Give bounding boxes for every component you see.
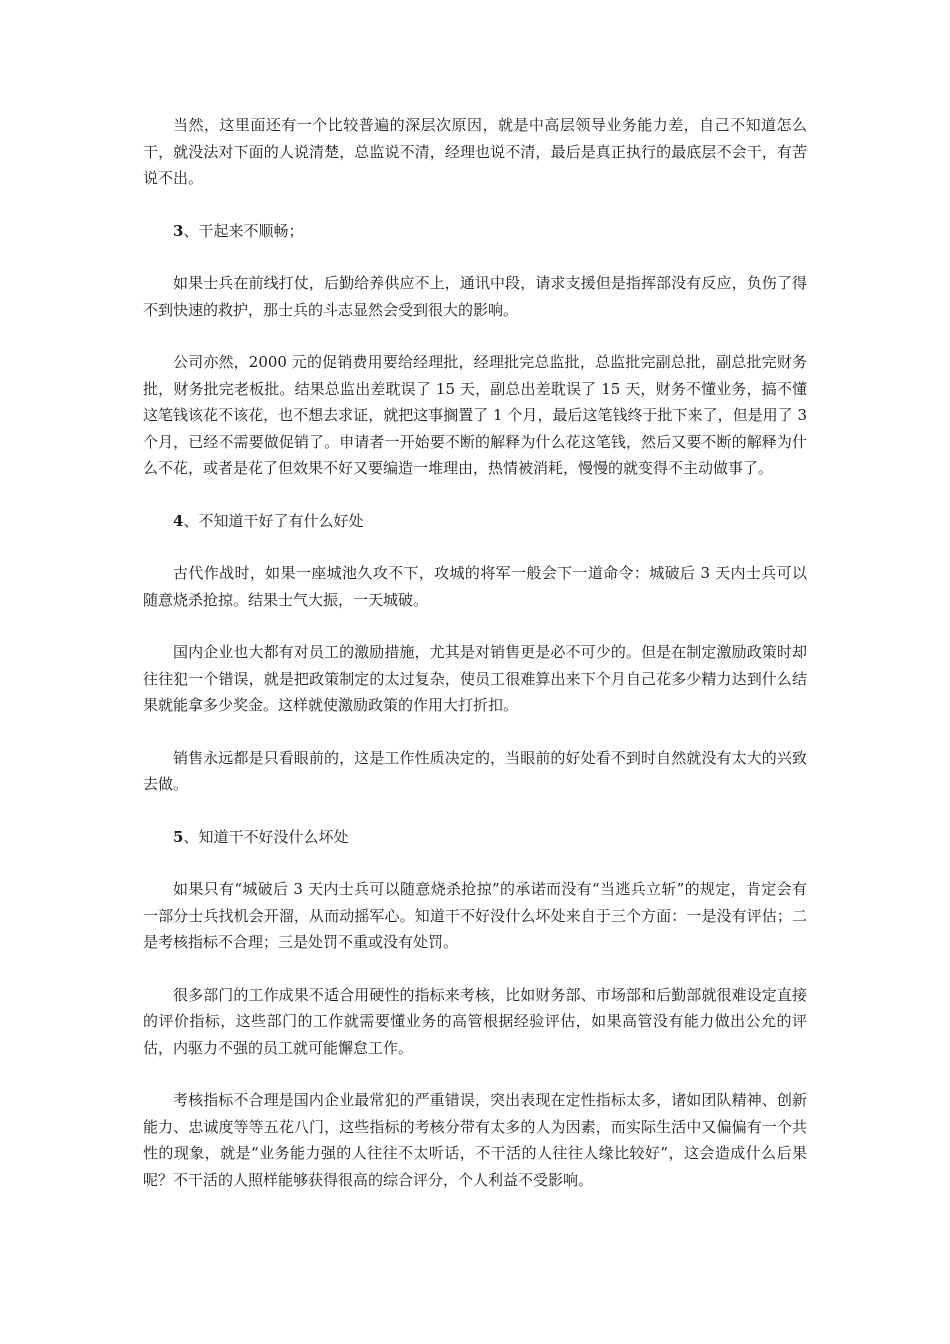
paragraph: 考核指标不合理是国内企业最常犯的严重错误，突出表现在定性指标太多，诸如团队精神、创新能力、忠诚度等等五花八门，这些指标的考核分带有太多的人为因素，而实际生活中又偏偏有一个共性的现象，就是“业务能力强的人往往不太听话，不干活的人往往人缘比较好”，这会造成什么后果呢？不干活的人照样能够获得很高的综合评分，个人利益不受影响。 — [143, 1091, 807, 1189]
section-heading — [143, 218, 807, 245]
section-number: 3 — [173, 221, 184, 240]
paragraph: 如果只有“城破后 3 天内士兵可以随意烧杀抢掠”的承诺而没有“当逃兵立斩”的规定，肯定会有一部分士兵找机会开溜，从而动摇军心。知道干不好没什么坏处来自于三个方面：一是没有评估；二是考核指标不合理；三是处罚不重或没有处罚。 — [143, 880, 807, 951]
paragraph: 当然，这里面还有一个比较普遍的深层次原因，就是中高层领导业务能力差，自己不知道怎么干，就没法对下面的人说清楚，总监说不清，经理也说不清，最后是真正执行的最底层不会干，有苦说不出。 — [143, 116, 807, 187]
paragraph: 国内企业也大都有对员工的激励措施，尤其是对销售更是必不可少的。但是在制定激励政策时却往往犯一个错误，就是把政策制定的太过复杂，使员工很难算出来下个月自己花多少精力达到什么结果就能拿多少奖金。这样就使激励政策的作用大打折扣。 — [143, 643, 807, 714]
section-title: 、干起来不顺畅； — [183, 221, 304, 240]
paragraph: 古代作战时，如果一座城池久攻不下，攻城的将军一般会下一道命令：城破后 3 天内士兵可以随意烧杀抢掠。结果士气大振，一天城破。 — [143, 564, 807, 609]
paragraph: 如果士兵在前线打仗，后勤给养供应不上，通讯中段，请求支援但是指挥部没有反应，负伤了得不到快速的救护，那士兵的斗志显然会受到很大的影响。 — [143, 274, 807, 319]
section-number: 5 — [173, 827, 184, 846]
section-number: 4 — [173, 511, 184, 530]
section-heading — [143, 508, 807, 535]
section-title: 、不知道干好了有什么好处 — [183, 511, 364, 530]
document-body — [143, 112, 807, 1219]
paragraph: 公司亦然，2000 元的促销费用要给经理批，经理批完总监批，总监批完副总批，副总批完财务批，财务批完老板批。结果总监出差耽误了 15 天，副总出差耽误了 15 天，财务不懂业务，搞不懂这笔钱该花不该花，也不想去求证，就把这事搁置了 1 个月，最后这笔钱终于批下来了，但是用了 3 个月，已经不需要做促销了。申请者一开始要不断的解释为什么花这笔钱，然后又要不断的解释为什么不花，或者是花了但效果不好又要编造一堆理由，热情被消耗，慢慢的就变得不主动做事了。 — [143, 353, 807, 477]
paragraph: 很多部门的工作成果不适合用硬性的指标来考核，比如财务部、市场部和后勤部就很难设定直接的评价指标，这些部门的工作就需要懂业务的高管根据经验评估，如果高管没有能力做出公允的评估，内驱力不强的员工就可能懈怠工作。 — [143, 985, 807, 1057]
paragraph: 销售永远都是只看眼前的，这是工作性质决定的，当眼前的好处看不到时自然就没有太大的兴致去做。 — [143, 748, 807, 793]
section-title: 、知道干不好没什么坏处 — [183, 827, 349, 846]
section-heading — [143, 824, 807, 851]
